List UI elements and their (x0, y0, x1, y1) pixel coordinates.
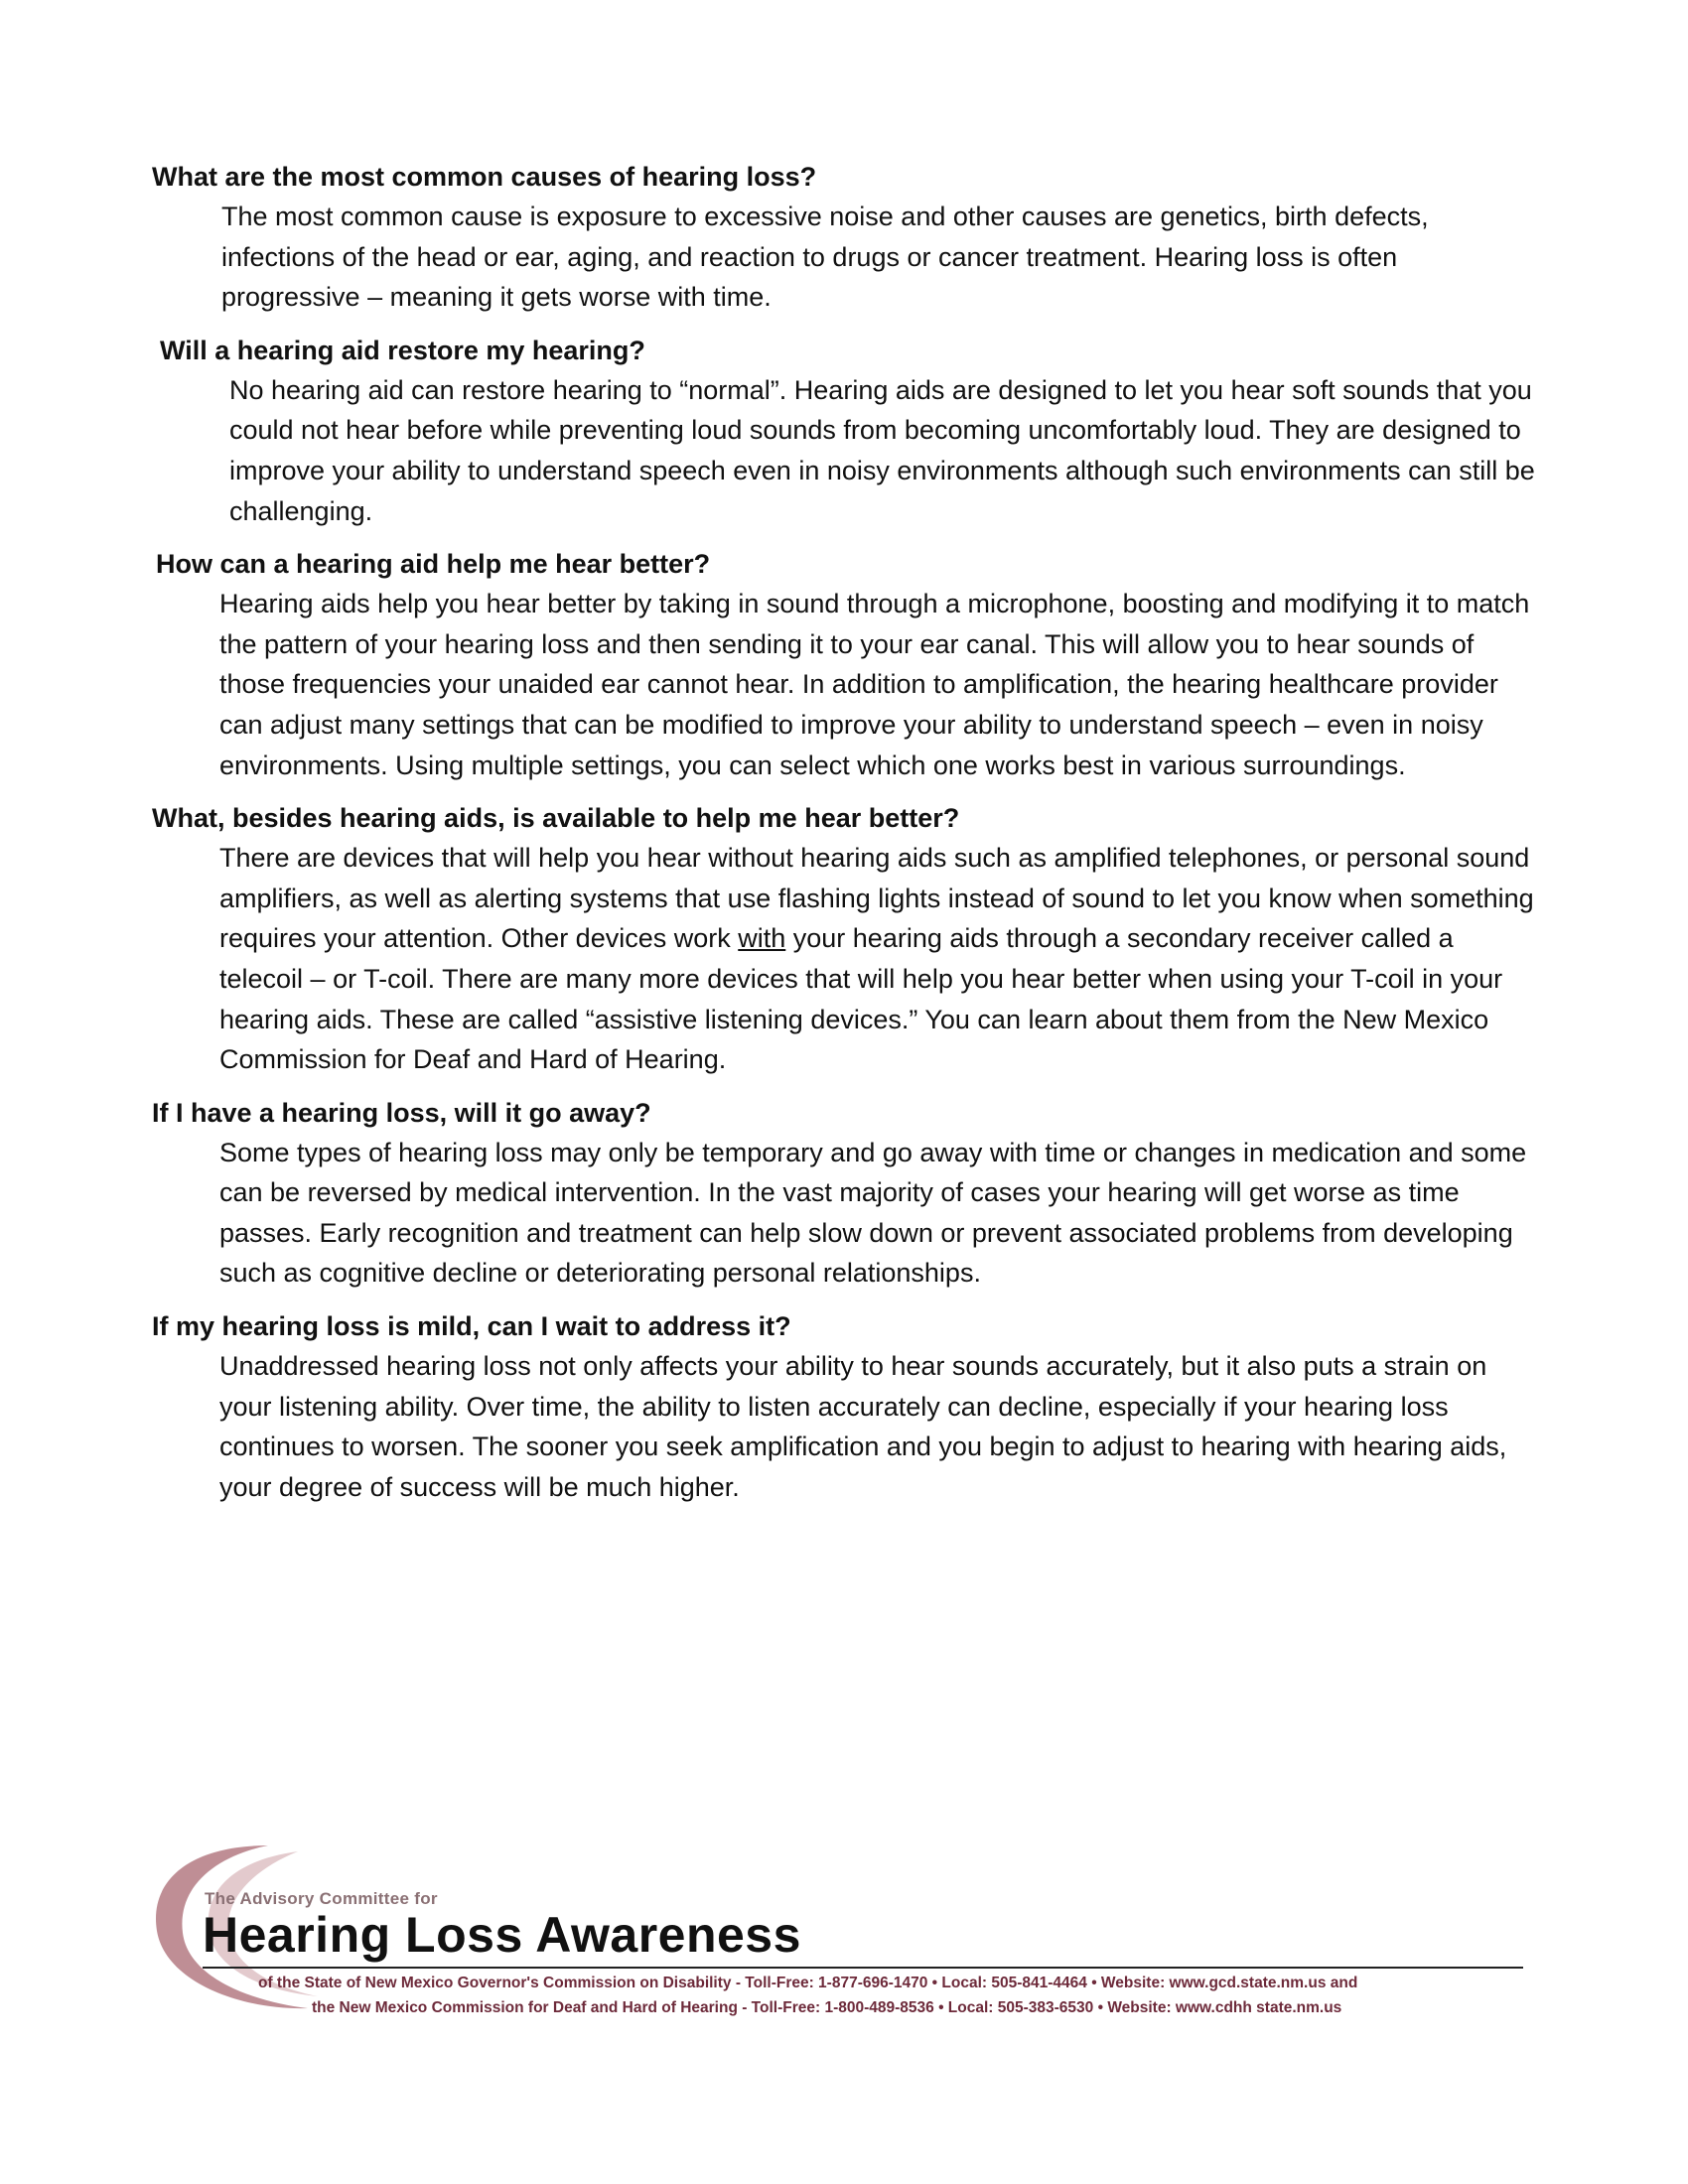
footer-logo (149, 1842, 1539, 2016)
faq-item-mild (152, 1306, 1542, 1507)
faq-answer: The most common cause is exposure to excessive noise and other causes are genetics, birth defects, infections of the head or ear, aging, and reaction to drugs or cancer treatment. Hearing loss is often progressive – meaning it gets worse with time. (221, 202, 1429, 313)
faq-question: If my hearing loss is mild, can I wait to address it? (152, 1311, 791, 1342)
faq-item-go-away (152, 1093, 1542, 1294)
committee-label: The Advisory Committee for (205, 1889, 438, 1908)
faq-answer-emphasis: with (738, 923, 786, 954)
faq-answer-text: There are devices that will help you hear without hearing aids such as amplified telephones, or personal sound amplifiers, as well as alerting systems that use flashing lights instead of sound to let you know when something requires your attention. Other devices work (219, 843, 1534, 954)
faq-list (152, 157, 1542, 1520)
faq-question: If I have a hearing loss, will it go away? (152, 1097, 651, 1128)
brand-title: Hearing Loss Awareness (203, 1907, 801, 1963)
faq-answer: Unaddressed hearing loss not only affects your ability to hear sounds accurately, but it also puts a strain on your listening ability. Over time, the ability to listen accurately can decline, especially if your hearing loss continues to worsen. The sooner you seek amplification and you begin to adjust to hearing with hearing aids, your degree of success will be much higher. (219, 1351, 1507, 1502)
faq-item-devices (152, 798, 1542, 1080)
faq-question: What, besides hearing aids, is available to help me hear better? (152, 803, 960, 834)
faq-answer: Some types of hearing loss may only be temporary and go away with time or changes in medication and some can be reversed by medical intervention. In the vast majority of cases your hearing will get worse as time passes. Early recognition and treatment can help slow down or prevent associated problems from developing such as cognitive decline or deteriorating personal relationships. (219, 1137, 1527, 1289)
faq-answer: No hearing aid can restore hearing to “normal”. Hearing aids are designed to let you hear soft sounds that you could not hear before while preventing loud sounds from becoming uncomfortably loud. They are designed to improve your ability to understand speech even in noisy environments although such environments can still be challenging. (229, 374, 1535, 526)
footer-divider (203, 1967, 1523, 1969)
faq-question: How can a hearing aid help me hear better? (156, 549, 711, 580)
contact-line-cdhh: the New Mexico Commission for Deaf and Hard of Hearing - Toll-Free: 1-800-489-8536 • Local: 505-383-6530 • Website: www.cdhh state.nm.us (312, 1999, 1342, 2016)
faq-answer: Hearing aids help you hear better by taking in sound through a microphone, boosting and modifying it to match the pattern of your hearing loss and then sending it to your ear canal. This will allow you to hear sounds of those frequencies your unaided ear cannot hear. In addition to amplification, the hearing healthcare provider can adjust many settings that can be modified to improve your ability to understand speech – even in noisy environments. Using multiple settings, you can select which one works best in various surroundings. (219, 589, 1530, 780)
faq-question: What are the most common causes of hearing loss? (152, 162, 817, 192)
faq-item-causes (152, 157, 1542, 318)
faq-item-help (152, 544, 1542, 785)
faq-question: Will a hearing aid restore my hearing? (160, 335, 645, 365)
faq-answer-text: your hearing aids through a secondary receiver called a telecoil – or T-coil. There are many more devices that will help you hear better when using your T-coil in your hearing aids. These are called “assistive listening devices.” You can learn about them from the New Mexico Commission for Deaf and Hard of Hearing. (219, 923, 1503, 1075)
faq-answer (152, 838, 1542, 1080)
faq-item-restore (152, 331, 1542, 531)
contact-line-gcd: of the State of New Mexico Governor's Commission on Disability - Toll-Free: 1-877-696-1470 • Local: 505-841-4464 • Website: www.gcd.state.nm.us and (258, 1975, 1358, 1991)
